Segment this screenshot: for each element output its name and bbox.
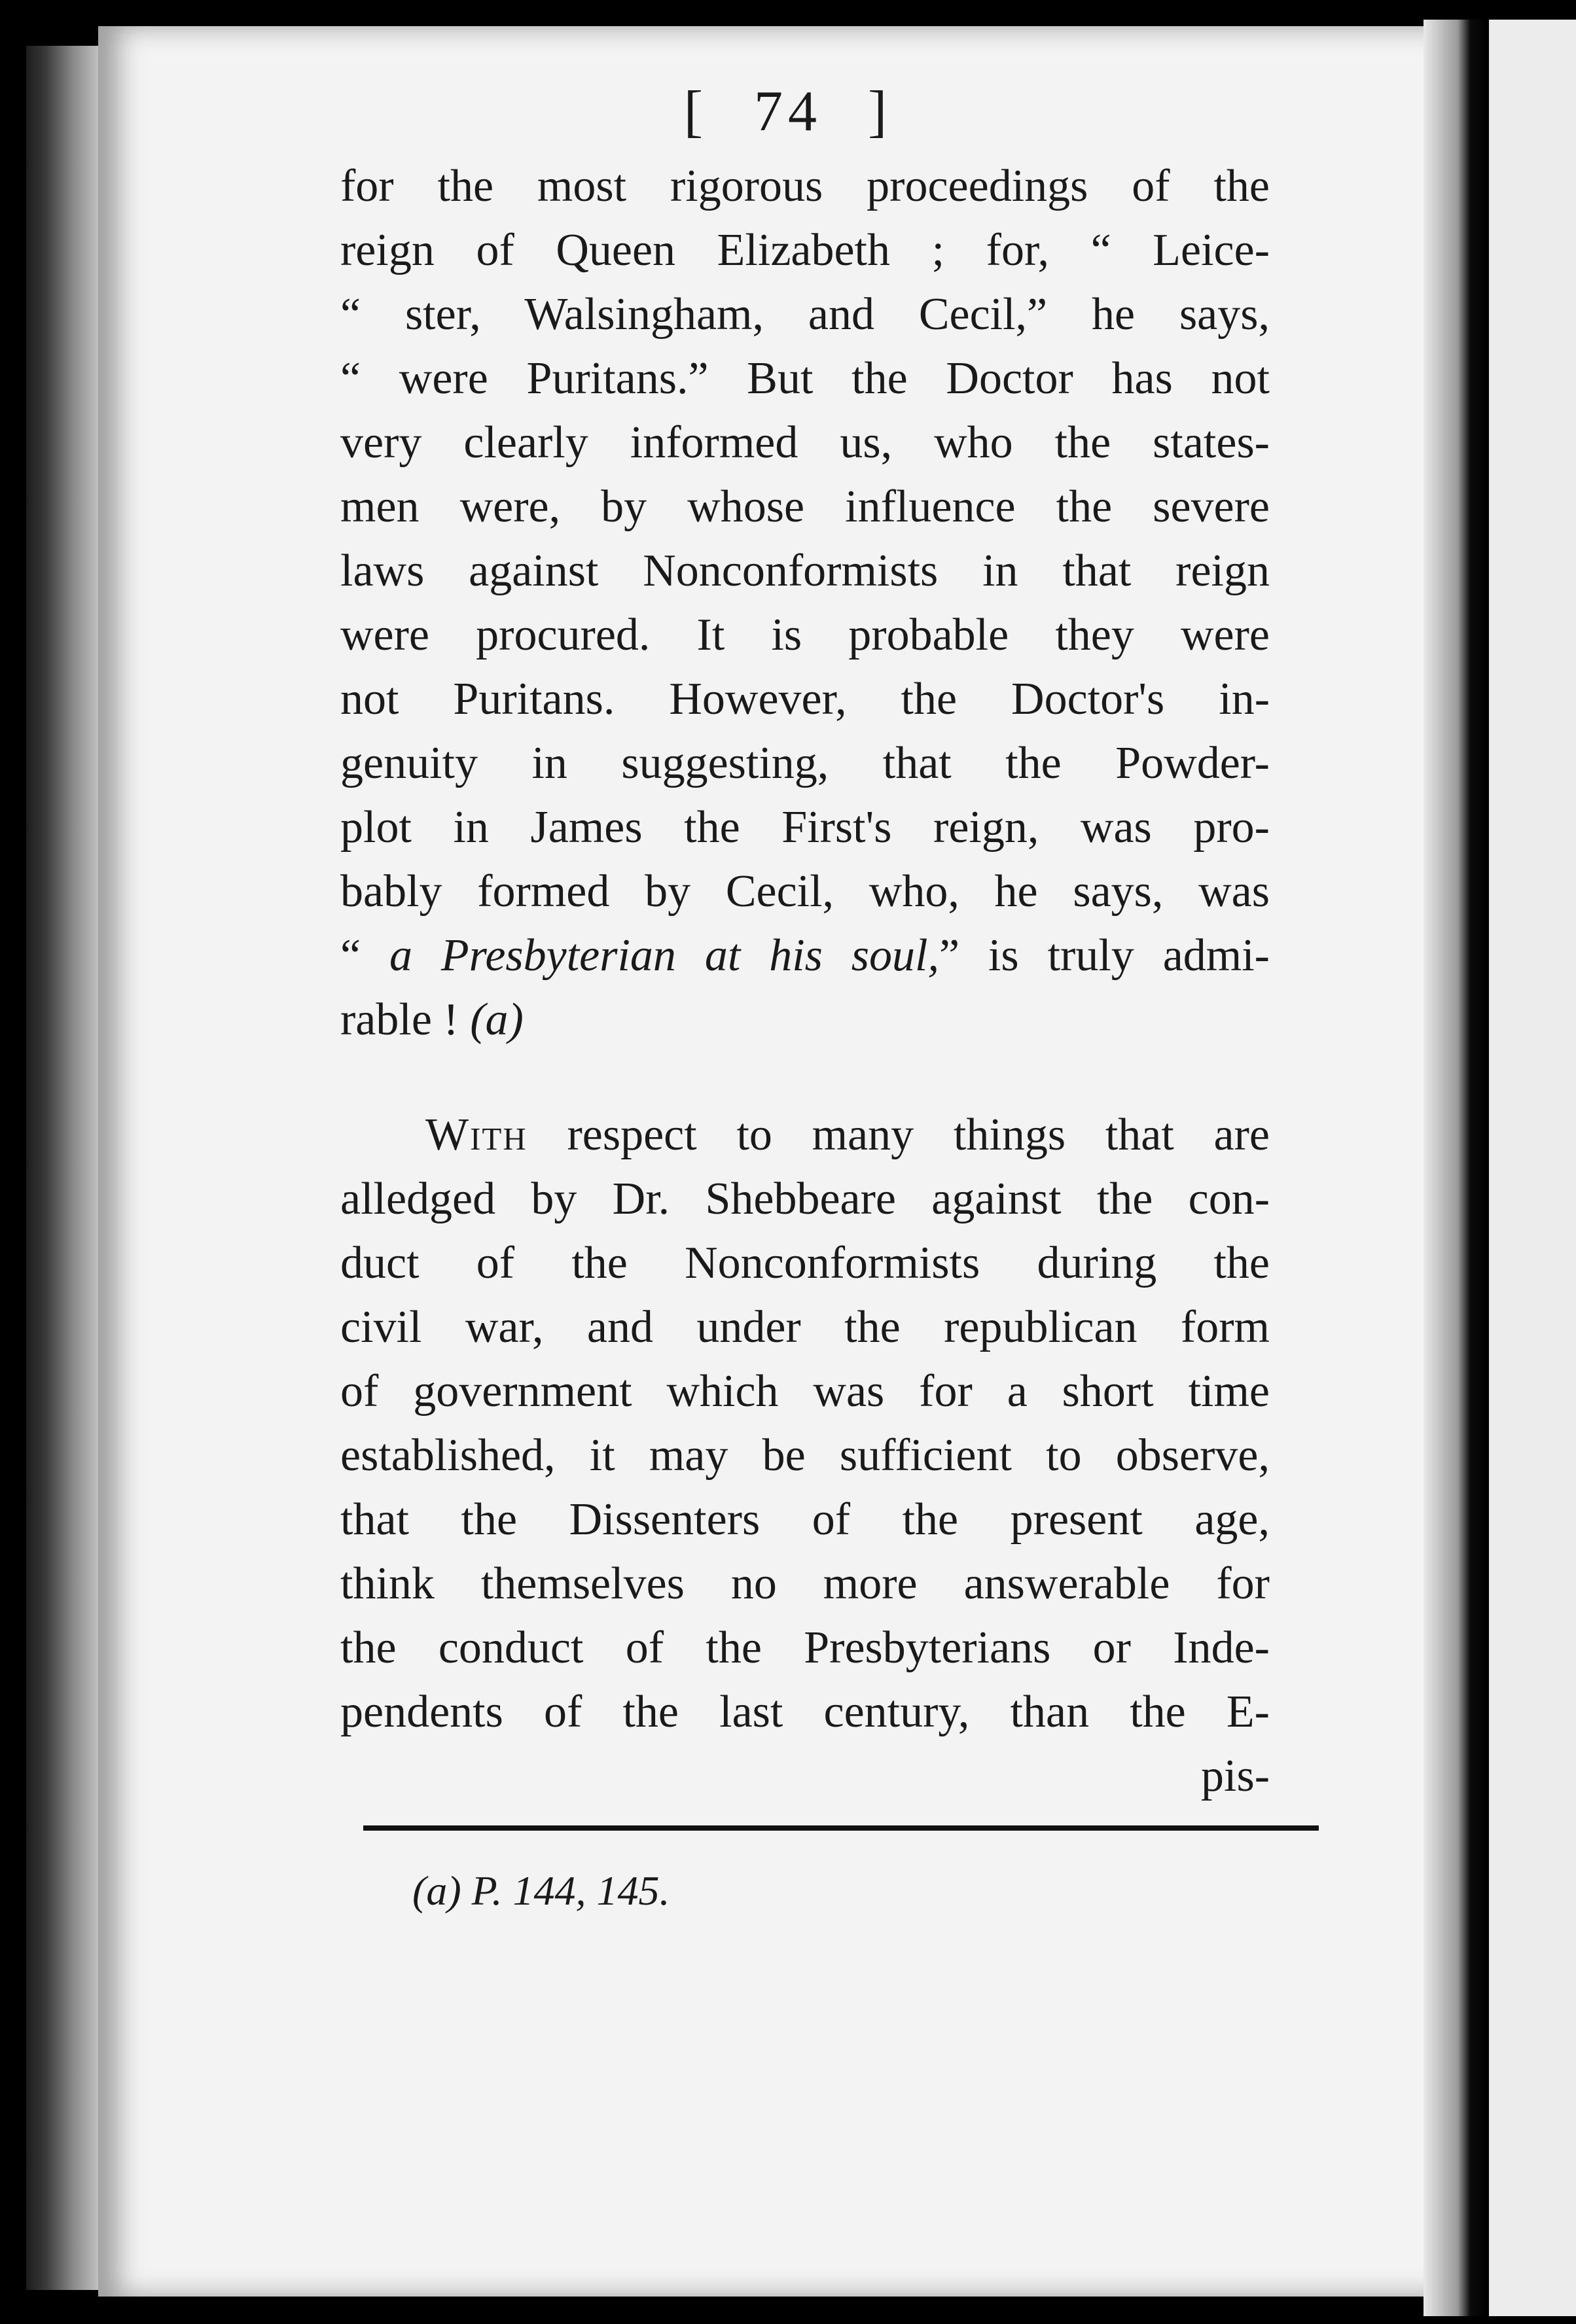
text-line: alledged by Dr. Shebbeare against the con- xyxy=(340,1174,1270,1224)
open-quote: “ xyxy=(340,930,389,981)
text-line: civil war, and under the republican form xyxy=(340,1302,1270,1352)
small-caps-opening: With xyxy=(425,1110,528,1160)
text-line: duct of the Nonconformists during the xyxy=(340,1238,1270,1288)
body-text xyxy=(340,154,1270,1808)
text-line: men were, by whose influence the severe xyxy=(340,482,1270,532)
quote-line-rest: ” is truly admi- xyxy=(939,930,1270,981)
paragraph-2 xyxy=(340,1103,1270,1808)
text-line: bably formed by Cecil, who, he says, was xyxy=(340,866,1270,917)
text-line: the conduct of the Presbyterians or Inde- xyxy=(340,1623,1270,1673)
text-line: reign of Queen Elizabeth ; for, “ Leice- xyxy=(340,225,1270,275)
text-line: laws against Nonconformists in that reign xyxy=(340,546,1270,596)
page-number: 74 xyxy=(754,80,822,143)
text-line: that the Dissenters of the present age, xyxy=(340,1494,1270,1545)
text-line: not Puritans. However, the Doctor's in- xyxy=(340,674,1270,724)
text-line: “ were Puritans.” But the Doctor has not xyxy=(340,353,1270,404)
text-line: genuity in suggesting, that the Powder- xyxy=(340,738,1270,788)
text-line-last xyxy=(340,988,1270,1052)
page-number-open-bracket: [ xyxy=(683,80,708,143)
text-line: established, it may be sufficient to observe, xyxy=(340,1430,1270,1481)
text-line: pendents of the last century, than the E- xyxy=(340,1687,1270,1737)
page-number-close-bracket: ] xyxy=(868,80,893,143)
book-binding-edge xyxy=(26,46,105,2290)
text-line: for the most rigorous proceedings of the xyxy=(340,161,1270,211)
text-line-quote xyxy=(340,924,1270,988)
facing-page-edge xyxy=(1489,20,1576,2316)
text-line: of government which was for a short time xyxy=(340,1366,1270,1417)
paragraph-gap xyxy=(340,1052,1270,1103)
footnote-rule xyxy=(363,1825,1319,1831)
italic-quotation: a Presbyterian at his soul, xyxy=(389,930,939,981)
footnote: (a) P. 144, 145. xyxy=(412,1867,670,1914)
page-header xyxy=(0,79,1576,145)
text-line: think themselves no more answerable for xyxy=(340,1558,1270,1609)
page-gutter xyxy=(1424,20,1486,2316)
catchword: pis- xyxy=(1201,1751,1270,1801)
text-line: were procured. It is probable they were xyxy=(340,610,1270,660)
first-line-rest: respect to many things that are xyxy=(527,1110,1270,1160)
paragraph-1 xyxy=(340,154,1270,1052)
footnote-reference: (a) xyxy=(470,995,524,1045)
text-line: very clearly informed us, who the states- xyxy=(340,417,1270,468)
text-line: plot in James the First's reign, was pro- xyxy=(340,802,1270,853)
text-line-first xyxy=(340,1103,1270,1167)
text-line: “ ster, Walsingham, and Cecil,” he says, xyxy=(340,289,1270,340)
last-line-text: rable ! xyxy=(340,995,471,1045)
